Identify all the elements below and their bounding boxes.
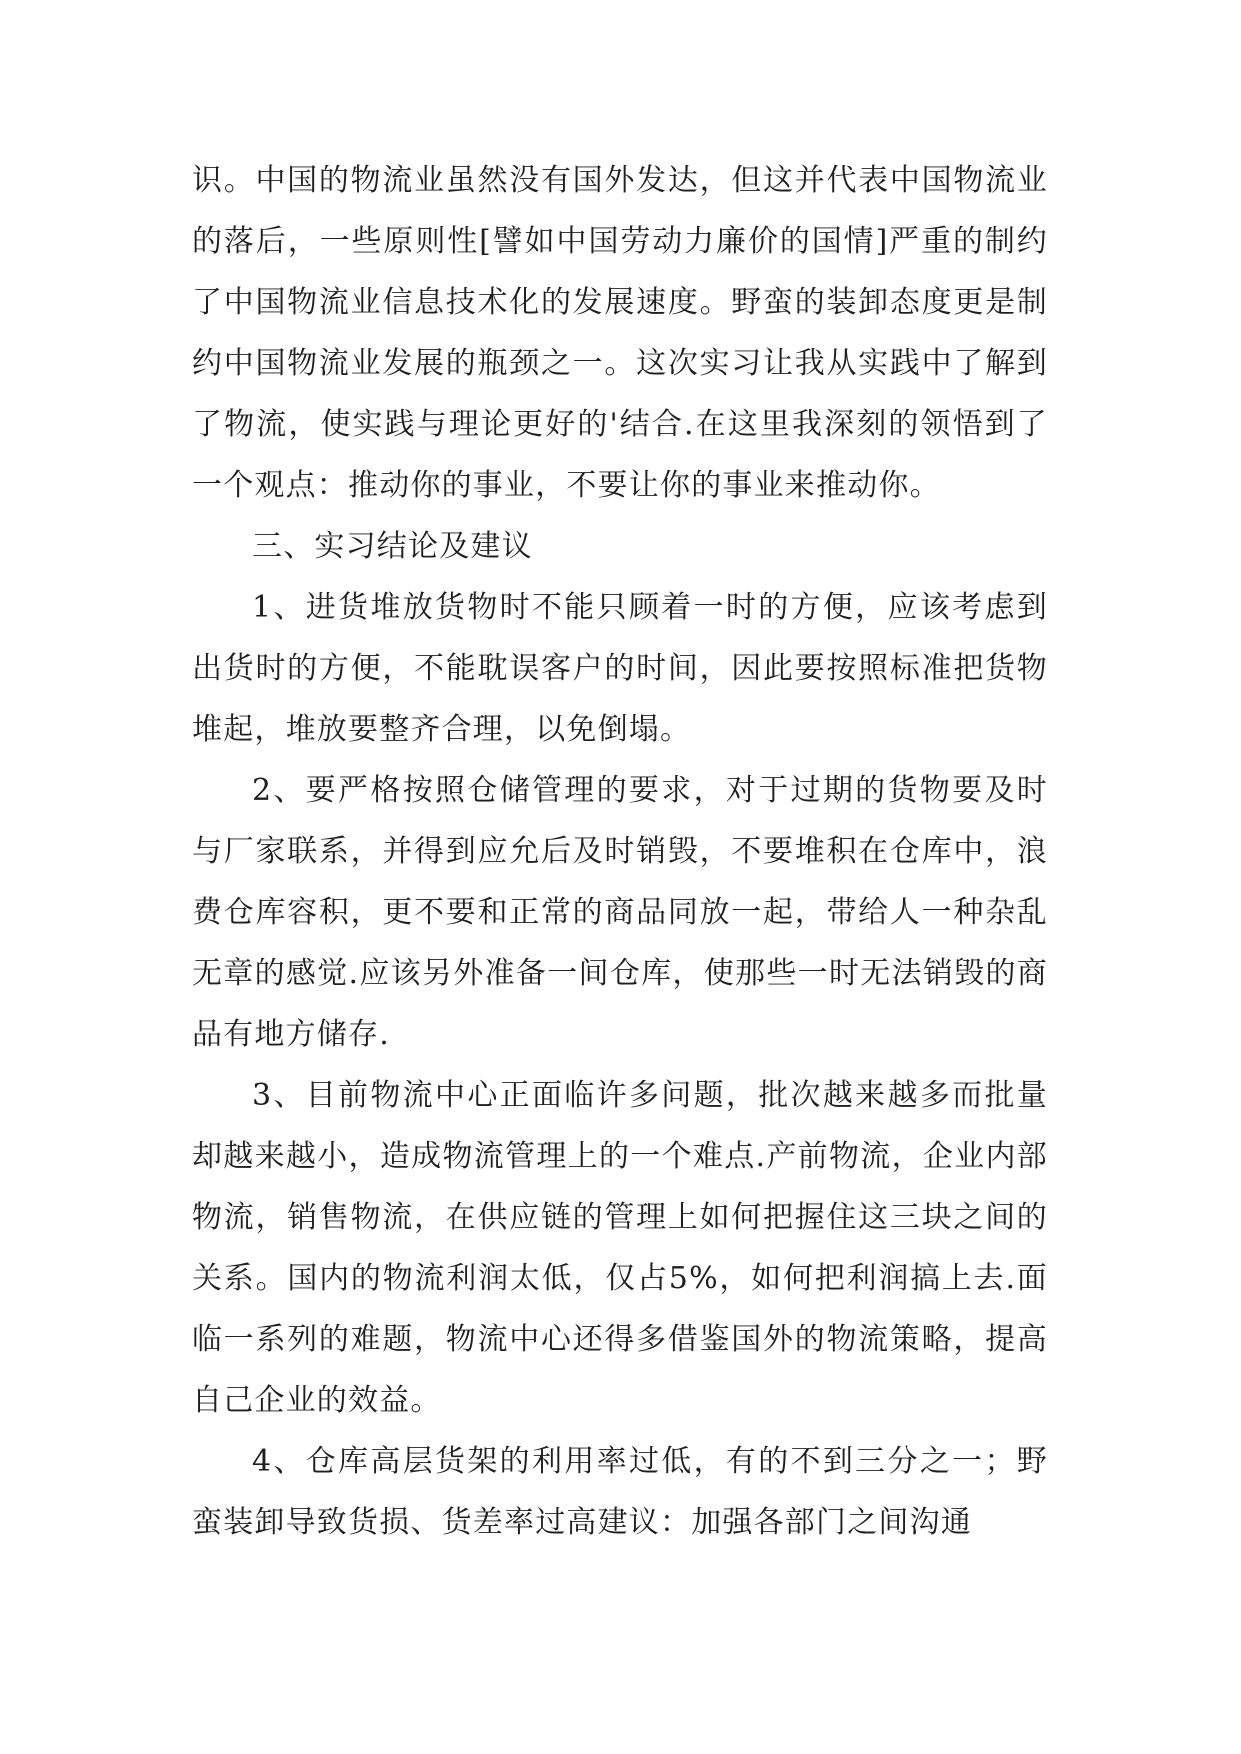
section-heading: 三、实习结论及建议 [252, 529, 533, 564]
paragraph-suggestion-1: 1、进货堆放货物时不能只顾着一时的方便，应该考虑到出货时的方便，不能耽误客户的时间，因此要按照标准把货物堆起，堆放要整齐合理，以免倒塌。 [192, 590, 1048, 747]
paragraph-continuation: 识。中国的物流业虽然没有国外发达，但这并代表中国物流业的落后，一些原则性[譬如中国劳动力廉价的国情]严重的制约了中国物流业信息技术化的发展速度。野蛮的装卸态度更是制约中国物流业发展的瓶颈之一。这次实习让我从实践中了解到了物流，使实践与理论更好的'结合.在这里我深刻的领悟到了一个观点：推动你的事业，不要让你的事业来推动你。 [192, 163, 1048, 503]
document-body [192, 150, 1048, 1553]
paragraph-suggestion-4: 4、仓库高层货架的利用率过低，有的不到三分之一；野蛮装卸导致货损、货差率过高建议：加强各部门之间沟通 [192, 1444, 1048, 1540]
paragraph-suggestion-3: 3、目前物流中心正面临许多问题，批次越来越多而批量却越来越小，造成物流管理上的一个难点.产前物流，企业内部物流，销售物流，在供应链的管理上如何把握住这三块之间的关系。国内的物流利润太低，仅占5%，如何把利润搞上去.面临一系列的难题，物流中心还得多借鉴国外的物流策略，提高自己企业的效益。 [192, 1078, 1048, 1418]
paragraph-suggestion-2: 2、要严格按照仓储管理的要求，对于过期的货物要及时与厂家联系，并得到应允后及时销毁，不要堆积在仓库中，浪费仓库容积，更不要和正常的商品同放一起，带给人一种杂乱无章的感觉.应该另外准备一间仓库，使那些一时无法销毁的商品有地方储存. [192, 773, 1048, 1052]
